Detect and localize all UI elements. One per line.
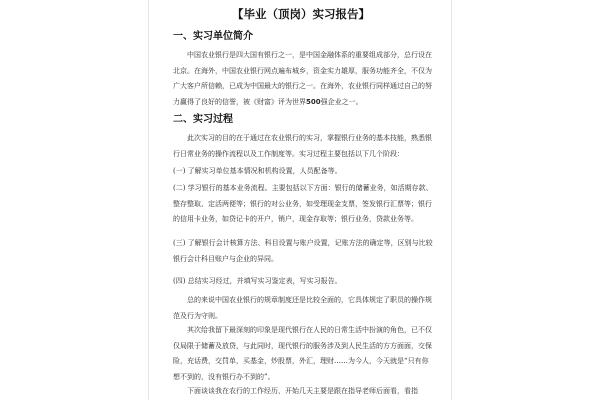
bank-role-paragraph: 其次给我留下最深刻的印象是现代银行在人民的日常生活中扮演的角色，已不仅仅局限于储蓄及放贷，与此同时，现代银行的服务涉及到人民生活的方方面面，交保险，充话费，交罚单，买基金，炒股票，外汇，理财……为今人，今天就是“只有你想不到的，没有银行办不到的”。 <box>173 326 432 381</box>
bank-rules-paragraph: 总的来说中国农业银行的规章制度还是比较全面的，它具体规定了职员的操作规范及行为守则。 <box>173 296 432 320</box>
section1-paragraph <box>173 48 435 110</box>
section2-intro-paragraph: 此次实习的目的在于通过在农业银行的实习，掌握银行业务的基本技能，熟悉银行日常业务的操作流程以及工作制度等。实习过程主要包括以下几个阶段： <box>173 134 432 158</box>
fortune-500-number: 500 <box>306 97 321 106</box>
work-experience-paragraph: 下面谈谈我在农行的工作经历，开始几天主要是跟在指导老师后面看，看指 <box>187 387 418 395</box>
section1-text-end: 强企业之一。 <box>320 97 363 106</box>
document-page <box>148 0 452 400</box>
stage-item-4: (四) 总结实习经过，并填写实习鉴定表，写实习报告。 <box>173 277 342 285</box>
section1-heading: 一、实习单位简介 <box>173 31 253 42</box>
section2-heading: 二、实习过程 <box>173 114 233 125</box>
stage-item-1: (一) 了解实习单位基本情况和机构设置，人员配备等。 <box>173 167 342 175</box>
stage-item-3: (三) 了解银行会计核算方法、科目设置与账户设置，记账方法的确定等，区别与比较银行会计科目账户与企业的异同。 <box>173 239 433 263</box>
document-title: 【毕业（顶岗）实习报告】 <box>232 7 370 21</box>
stage-item-2: (二) 学习银行的基本业务流程。主要包括以下方面：银行的储蓄业务，如活期存款、整存整取、定活两便等；银行的对公业务，如受理现金支票，签发银行汇票等；银行的信用卡业务，如贷记卡的开户，销户，现金存取等；银行业务，贷款业务等。 <box>173 184 433 224</box>
section1-text-start: 中国农业银行是四大国有银行之一，是中国金融体系的重要组成部分，总行设在北京。在海外，中国农业银行网点遍布城乡，资金实力雄厚，服务功能齐全，不仅为广大客户所信赖，已成为中国最大的银行之一。在海外，农业银行同样通过自己的努力赢得了良好的信誉，被《财富》评为世界 <box>173 51 432 106</box>
